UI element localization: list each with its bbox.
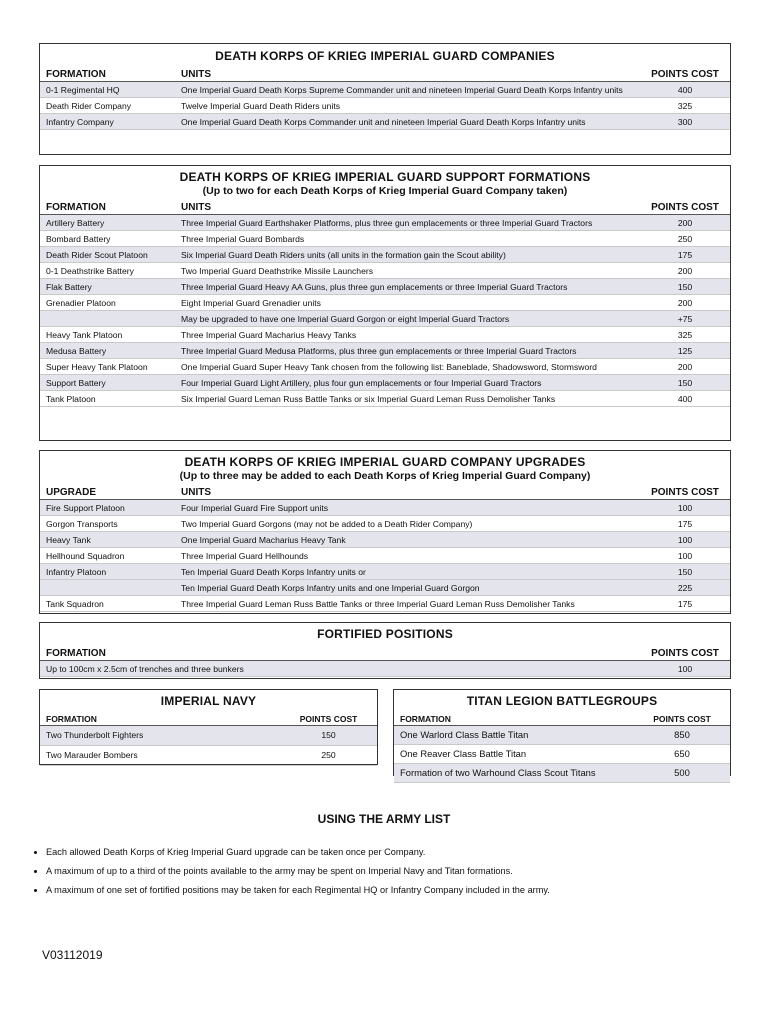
points-cost: 400	[640, 391, 730, 407]
col-points-cost: POINTS COST	[640, 485, 730, 500]
formation-units: Twelve Imperial Guard Death Riders units	[175, 98, 640, 114]
navy-title: IMPERIAL NAVY	[160, 694, 257, 708]
support-box	[39, 165, 731, 441]
formation-name: Medusa Battery	[40, 343, 175, 359]
table-row	[40, 215, 730, 231]
formation-units: Three Imperial Guard Medusa Platforms, plus three gun emplacements or three Imperial Guard Tractors	[175, 343, 640, 359]
upgrades-table	[40, 485, 730, 612]
formation-name: 0-1 Regimental HQ	[40, 82, 175, 98]
table-row	[40, 343, 730, 359]
formation-name: Bombard Battery	[40, 231, 175, 247]
formation-name: Hellhound Squadron	[40, 548, 175, 564]
table-row	[40, 746, 377, 766]
table-row	[40, 327, 730, 343]
companies-table	[40, 67, 730, 130]
formation-name: Death Rider Scout Platoon	[40, 247, 175, 263]
table-row	[40, 311, 730, 327]
formation-units: Four Imperial Guard Fire Support units	[175, 500, 640, 516]
points-cost: 400	[640, 82, 730, 98]
formation-name: Two Marauder Bombers	[40, 746, 280, 766]
formation-name: Infantry Company	[40, 114, 175, 130]
upgrades-subtitle: (Up to three may be added to each Death Korps of Krieg Imperial Guard Company)	[179, 470, 591, 482]
col-formation: FORMATION	[40, 67, 175, 82]
table-row	[40, 500, 730, 516]
formation-name: One Reaver Class Battle Titan	[394, 745, 634, 764]
navy-table	[40, 712, 377, 766]
formation-name: Artillery Battery	[40, 215, 175, 231]
table-row	[40, 295, 730, 311]
table-row	[40, 114, 730, 130]
table-row	[40, 359, 730, 375]
formation-units: Three Imperial Guard Leman Russ Battle Tanks or three Imperial Guard Leman Russ Demolisher Tanks	[175, 596, 640, 612]
formation-name: Heavy Tank	[40, 532, 175, 548]
table-row	[40, 661, 730, 677]
points-cost: 325	[640, 327, 730, 343]
formation-name: Death Rider Company	[40, 98, 175, 114]
table-row	[40, 98, 730, 114]
points-cost: 150	[640, 279, 730, 295]
table-row	[40, 516, 730, 532]
titan-box	[393, 689, 731, 776]
formation-units: Eight Imperial Guard Grenadier units	[175, 295, 640, 311]
using-title: USING THE ARMY LIST	[317, 812, 451, 826]
fortified-title: FORTIFIED POSITIONS	[317, 627, 453, 641]
points-cost: 300	[640, 114, 730, 130]
formation-name: One Warlord Class Battle Titan	[394, 726, 634, 745]
formation-units: Two Imperial Guard Deathstrike Missile Launchers	[175, 263, 640, 279]
col-points-cost: POINTS COST	[634, 712, 730, 726]
formation-units: Six Imperial Guard Leman Russ Battle Tanks or six Imperial Guard Leman Russ Demolisher Tanks	[175, 391, 640, 407]
points-cost: +75	[640, 311, 730, 327]
points-cost: 200	[640, 295, 730, 311]
col-units: UNITS	[175, 67, 640, 82]
formation-name: Fire Support Platoon	[40, 500, 175, 516]
table-row	[40, 726, 377, 746]
formation-units: Ten Imperial Guard Death Korps Infantry units and one Imperial Guard Gorgon	[175, 580, 640, 596]
formation-units: Three Imperial Guard Heavy AA Guns, plus three gun emplacements or three Imperial Guard Tractors	[175, 279, 640, 295]
rule-item: • A maximum of up to a third of the points available to the army may be spent on Imperial Navy and Titan formations.	[46, 862, 766, 881]
companies-title: DEATH KORPS OF KRIEG IMPERIAL GUARD COMPANIES	[215, 49, 555, 63]
formation-units: Three Imperial Guard Macharius Heavy Tanks	[175, 327, 640, 343]
col-formation: FORMATION	[40, 646, 640, 661]
points-cost: 150	[640, 375, 730, 391]
col-points-cost: POINTS COST	[280, 712, 377, 726]
upgrades-box	[39, 450, 731, 614]
formation-units: Three Imperial Guard Hellhounds	[175, 548, 640, 564]
rule-item: • A maximum of one set of fortified positions may be taken for each Regimental HQ or Infantry Company included in the army.	[46, 881, 766, 900]
table-row	[40, 82, 730, 98]
table-row	[40, 564, 730, 580]
formation-name: Formation of two Warhound Class Scout Titans	[394, 764, 634, 783]
formation-name: Up to 100cm x 2.5cm of trenches and three bunkers	[40, 661, 640, 677]
companies-box	[39, 43, 731, 155]
col-points-cost: POINTS COST	[640, 67, 730, 82]
table-row	[40, 375, 730, 391]
titan-title: TITAN LEGION BATTLEGROUPS	[466, 694, 658, 708]
rule-item: • Each allowed Death Korps of Krieg Imperial Guard upgrade can be taken once per Company.	[46, 843, 766, 862]
col-points-cost: POINTS COST	[640, 200, 730, 215]
formation-name: Two Thunderbolt Fighters	[40, 726, 280, 746]
formation-units: Three Imperial Guard Earthshaker Platforms, plus three gun emplacements or three Imperial Guard Tractors	[175, 215, 640, 231]
formation-name: Tank Squadron	[40, 596, 175, 612]
col-formation: FORMATION	[40, 712, 280, 726]
points-cost: 150	[640, 564, 730, 580]
points-cost: 175	[640, 516, 730, 532]
points-cost: 850	[634, 726, 730, 745]
points-cost: 175	[640, 247, 730, 263]
table-row	[40, 247, 730, 263]
table-row	[40, 263, 730, 279]
formation-name: 0-1 Deathstrike Battery	[40, 263, 175, 279]
table-row	[40, 391, 730, 407]
col-units: UNITS	[175, 485, 640, 500]
titan-table	[394, 712, 730, 783]
support-title: DEATH KORPS OF KRIEG IMPERIAL GUARD SUPPORT FORMATIONS	[179, 170, 591, 184]
points-cost: 175	[640, 596, 730, 612]
fortified-table	[40, 646, 730, 677]
formation-name: Heavy Tank Platoon	[40, 327, 175, 343]
upgrades-title: DEATH KORPS OF KRIEG IMPERIAL GUARD COMPANY UPGRADES	[184, 455, 586, 469]
table-row	[40, 532, 730, 548]
formation-units: One Imperial Guard Death Korps Commander unit and nineteen Imperial Guard Death Korps Infantry units	[175, 114, 640, 130]
points-cost: 325	[640, 98, 730, 114]
col-points-cost: POINTS COST	[640, 646, 730, 661]
navy-box	[39, 689, 378, 765]
formation-units: Two Imperial Guard Gorgons (may not be added to a Death Rider Company)	[175, 516, 640, 532]
formation-name: Tank Platoon	[40, 391, 175, 407]
points-cost: 100	[640, 532, 730, 548]
points-cost: 650	[634, 745, 730, 764]
formation-units: Three Imperial Guard Bombards	[175, 231, 640, 247]
table-row	[394, 764, 730, 783]
points-cost: 100	[640, 661, 730, 677]
table-row	[394, 726, 730, 745]
formation-name: Super Heavy Tank Platoon	[40, 359, 175, 375]
formation-units: One Imperial Guard Super Heavy Tank chosen from the following list: Baneblade, Shadowsword, Stormsword	[175, 359, 640, 375]
col-formation: FORMATION	[394, 712, 634, 726]
table-row	[40, 231, 730, 247]
formation-units: One Imperial Guard Macharius Heavy Tank	[175, 532, 640, 548]
formation-name: Flak Battery	[40, 279, 175, 295]
points-cost: 225	[640, 580, 730, 596]
support-table	[40, 200, 730, 407]
points-cost: 200	[640, 263, 730, 279]
points-cost: 100	[640, 500, 730, 516]
formation-units: One Imperial Guard Death Korps Supreme Commander unit and nineteen Imperial Guard Death Korps Infantry units	[175, 82, 640, 98]
table-row	[40, 279, 730, 295]
formation-name: Grenadier Platoon	[40, 295, 175, 311]
formation-name	[40, 311, 175, 327]
table-row	[394, 745, 730, 764]
points-cost: 250	[280, 746, 377, 766]
formation-name: Support Battery	[40, 375, 175, 391]
col-upgrade: UPGRADE	[40, 485, 175, 500]
table-row	[40, 580, 730, 596]
points-cost: 200	[640, 215, 730, 231]
formation-name	[40, 580, 175, 596]
col-formation: FORMATION	[40, 200, 175, 215]
rules-list	[28, 843, 766, 900]
fortified-box	[39, 622, 731, 679]
formation-units: Four Imperial Guard Light Artillery, plus four gun emplacements or four Imperial Guard Tractors	[175, 375, 640, 391]
points-cost: 150	[280, 726, 377, 746]
col-units: UNITS	[175, 200, 640, 215]
formation-name: Gorgon Transports	[40, 516, 175, 532]
table-row	[40, 596, 730, 612]
points-cost: 125	[640, 343, 730, 359]
formation-units: Ten Imperial Guard Death Korps Infantry units or	[175, 564, 640, 580]
formation-units: Six Imperial Guard Death Riders units (all units in the formation gain the Scout ability)	[175, 247, 640, 263]
points-cost: 200	[640, 359, 730, 375]
support-subtitle: (Up to two for each Death Korps of Krieg Imperial Guard Company taken)	[202, 185, 568, 197]
version-label: V03112019	[42, 948, 103, 962]
formation-units: May be upgraded to have one Imperial Guard Gorgon or eight Imperial Guard Tractors	[175, 311, 640, 327]
points-cost: 100	[640, 548, 730, 564]
table-row	[40, 548, 730, 564]
points-cost: 500	[634, 764, 730, 783]
formation-name: Infantry Platoon	[40, 564, 175, 580]
points-cost: 250	[640, 231, 730, 247]
